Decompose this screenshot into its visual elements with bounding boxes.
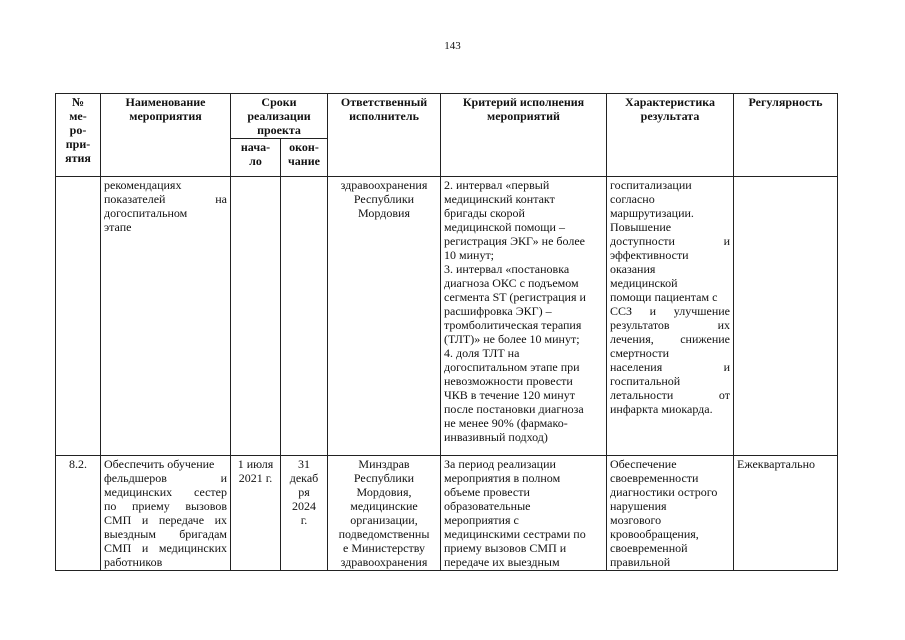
header-name: Наименование мероприятия [101, 94, 231, 177]
header-row [56, 94, 838, 139]
header-responsible: Ответственный исполнитель [328, 94, 441, 177]
cell-criteria: За период реализации мероприятия в полном объеме провести образовательные мероприятия с медицинскими сестрами по приему вызовов СМП и передаче их выездным [441, 456, 607, 571]
header-regularity: Регулярность [734, 94, 838, 177]
table-row-continuation [56, 177, 838, 456]
cell-result: госпитализации согласно маршрутизации. Повышение доступности и эффективности оказания медицинской помощи пациентам с ССЗ и улучшение результатов их лечения, снижение смертности населения и госпитальной летальности от инфаркта миокарда. [607, 177, 734, 456]
header-end: окон- чание [281, 139, 328, 177]
header-number: № ме- ро- при- ятия [56, 94, 101, 177]
header-criteria: Критерий исполнения мероприятий [441, 94, 607, 177]
header-start: нача- ло [231, 139, 281, 177]
page-number: 143 [444, 40, 461, 52]
header-result: Характеристика результата [607, 94, 734, 177]
cell-result: Обеспечение своевременности диагностики острого нарушения мозгового кровообращения, своевременной правильной [607, 456, 734, 571]
cell-number [56, 177, 101, 456]
cell-start [231, 177, 281, 456]
measures-table [55, 93, 838, 571]
cell-end [281, 177, 328, 456]
cell-number: 8.2. [56, 456, 101, 571]
cell-responsible: Минздрав Республики Мордовия, медицинские организации, подведомственны е Министерству здравоохранения [328, 456, 441, 571]
cell-name: рекомендациях показателей на догоспитальном этапе [101, 177, 231, 456]
cell-start: 1 июля 2021 г. [231, 456, 281, 571]
table-row-8-2 [56, 456, 838, 571]
cell-criteria: 2. интервал «первый медицинский контакт бригады скорой медицинской помощи – регистрация ЭКГ» не более 10 минут; 3. интервал «постановка диагноза ОКС с подъемом сегмента ST (регистрация и расшифровка ЭКГ) – тромболитическая терапия (ТЛТ)» не более 10 минут; 4. доля ТЛТ на догоспитальном этапе при невозможности провести ЧКВ в течение 120 минут после постановки диагноза не менее 90% (фармако- инвазивный подход) [441, 177, 607, 456]
header-terms: Сроки реализации проекта [231, 94, 328, 139]
cell-end: 31 декаб ря 2024 г. [281, 456, 328, 571]
cell-responsible: здравоохранения Республики Мордовия [328, 177, 441, 456]
cell-name: Обеспечить обучение фельдшеров и медицинских сестер по приему вызовов СМП и передаче их выездным бригадам СМП и медицинских работников [101, 456, 231, 571]
cell-regularity: Ежеквартально [734, 456, 838, 571]
cell-regularity [734, 177, 838, 456]
